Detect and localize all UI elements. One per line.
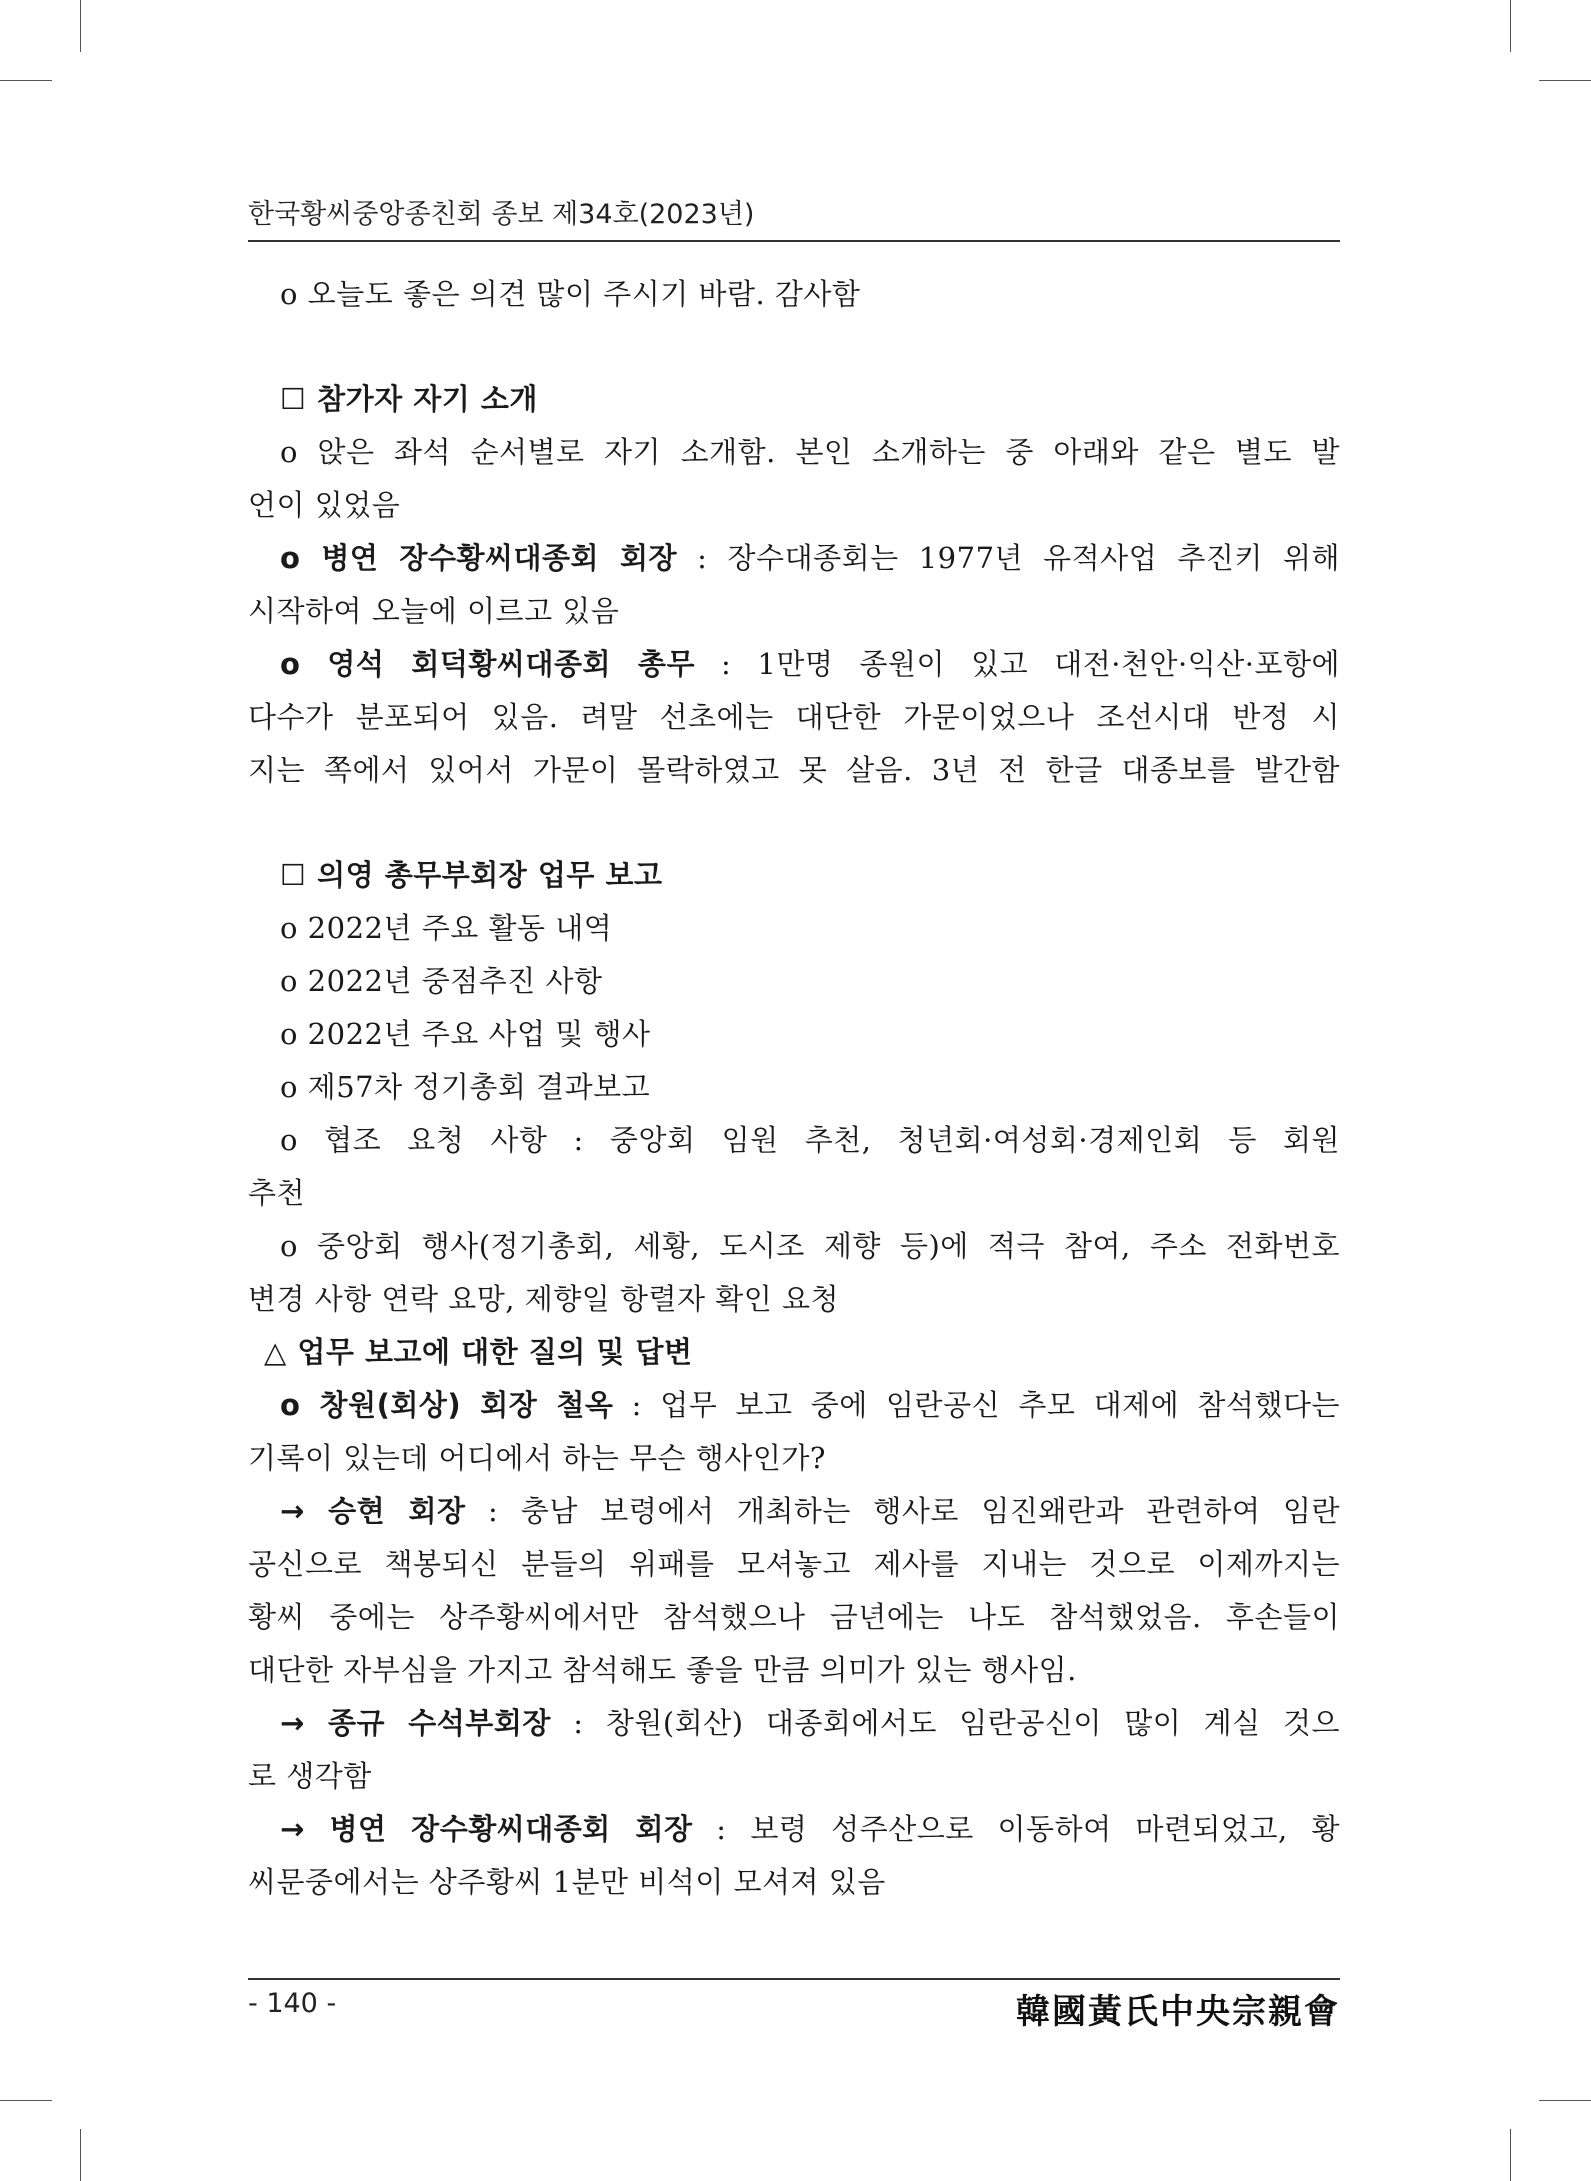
- paragraph-line: → 종규 수석부회장 : 창원(회산) 대종회에서도 임란공신이 많이 계실 것으: [280, 1706, 1340, 1740]
- paragraph-line: 기록이 있는데 어디에서 하는 무슨 행사인가?: [248, 1441, 826, 1475]
- section-heading: △ 업무 보고에 대한 질의 및 답변: [264, 1335, 693, 1369]
- paragraph-line: 공신으로 책봉되신 분들의 위패를 모셔놓고 제사를 지내는 것으로 이제까지는: [248, 1547, 1340, 1581]
- list-item: o 2022년 주요 활동 내역: [280, 911, 613, 945]
- paragraph-line: o 병연 장수황씨대종회 회장 : 장수대종회는 1977년 유적사업 추진키 위해: [280, 541, 1340, 575]
- paragraph-line: → 승현 회장 : 충남 보령에서 개최하는 행사로 임진왜란과 관련하여 임란: [280, 1494, 1340, 1528]
- crop-mark: [80, 0, 81, 52]
- footer-divider: [248, 1978, 1340, 1980]
- paragraph-line: o 영석 회덕황씨대종회 총무 : 1만명 종원이 있고 대전·천안·익산·포항에: [280, 647, 1340, 681]
- speaker-name: o 창원(회상) 회장 철옥: [280, 1388, 614, 1422]
- list-item: o 2022년 주요 사업 및 행사: [280, 1017, 651, 1051]
- paragraph-line: 로 생각함: [248, 1759, 372, 1793]
- crop-mark: [80, 2129, 81, 2181]
- paragraph-line: 다수가 분포되어 있음. 려말 선초에는 대단한 가문이었으나 조선시대 반정 시: [248, 700, 1340, 734]
- org-name-logo: 韓國黃氏中央宗親會: [1016, 1992, 1340, 2032]
- list-item: o 협조 요청 사항 : 중앙회 임원 추천, 청년회·여성회·경제인회 등 회원: [280, 1123, 1340, 1157]
- paragraph-line: o 창원(회상) 회장 철옥 : 업무 보고 중에 임란공신 추모 대제에 참석했다는: [280, 1388, 1340, 1422]
- list-item: 변경 사항 연락 요망, 제향일 항렬자 확인 요청: [248, 1282, 839, 1316]
- paragraph-line: → 병연 장수황씨대종회 회장 : 보령 성주산으로 이동하여 마련되었고, 황: [280, 1812, 1340, 1846]
- section-heading: ☐ 참가자 자기 소개: [280, 382, 538, 416]
- list-item: o 중앙회 행사(정기총회, 세황, 도시조 제향 등)에 적극 참여, 주소 전화번호: [280, 1229, 1340, 1263]
- crop-mark: [1510, 2129, 1511, 2181]
- speaker-name: o 영석 회덕황씨대종회 총무: [280, 647, 695, 681]
- speaker-name: → 승현 회장: [280, 1494, 466, 1528]
- running-header: 한국황씨중앙종친회 종보 제34호(2023년): [248, 199, 755, 230]
- paragraph-line: 황씨 중에는 상주황씨에서만 참석했으나 금년에는 나도 참석했었음. 후손들이: [248, 1600, 1340, 1634]
- paragraph-line: o 앉은 좌석 순서별로 자기 소개함. 본인 소개하는 중 아래와 같은 별도 발: [280, 435, 1340, 469]
- paragraph-line: 대단한 자부심을 가지고 참석해도 좋을 만큼 의미가 있는 행사임.: [248, 1653, 1077, 1687]
- paragraph-line: 씨문중에서는 상주황씨 1분만 비석이 모셔져 있음: [248, 1865, 886, 1899]
- crop-mark: [1539, 80, 1591, 81]
- intro-line: o 오늘도 좋은 의견 많이 주시기 바람. 감사함: [280, 277, 861, 311]
- paragraph-line: 시작하여 오늘에 이르고 있음: [248, 594, 620, 628]
- crop-mark: [0, 80, 52, 81]
- paragraph-line: 지는 쪽에서 있어서 가문이 몰락하였고 못 살음. 3년 전 한글 대종보를 발간함: [248, 753, 1340, 787]
- speaker-name: o 병연 장수황씨대종회 회장: [280, 541, 678, 575]
- speaker-name: → 종규 수석부회장: [280, 1706, 551, 1740]
- list-item: o 제57차 정기총회 결과보고: [280, 1070, 651, 1104]
- list-item: o 2022년 중점추진 사항: [280, 964, 603, 998]
- crop-mark: [1510, 0, 1511, 52]
- crop-mark: [0, 2100, 52, 2101]
- section-heading: ☐ 의영 총무부회장 업무 보고: [280, 858, 663, 892]
- crop-mark: [1539, 2100, 1591, 2101]
- header-divider: [248, 240, 1340, 242]
- list-item: 추천: [248, 1176, 306, 1210]
- page-body: [248, 268, 1340, 1909]
- page-number: - 140 -: [248, 1988, 337, 2019]
- speaker-name: → 병연 장수황씨대종회 회장: [280, 1812, 693, 1846]
- paragraph-line: 언이 있었음: [248, 488, 401, 522]
